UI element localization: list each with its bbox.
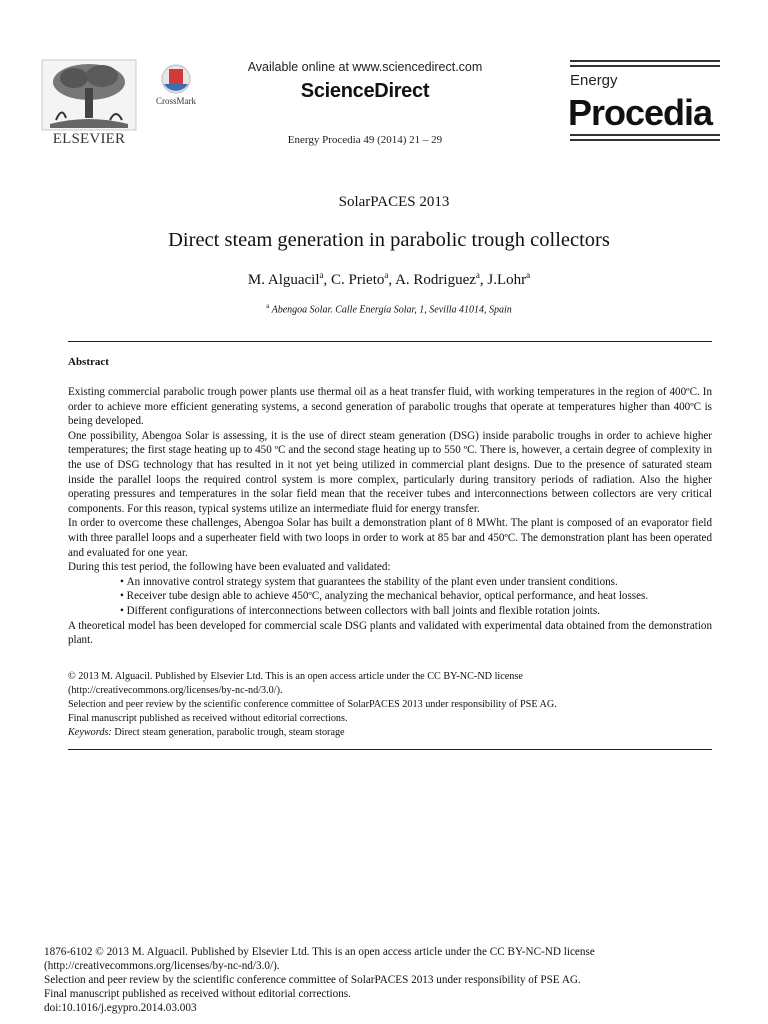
validation-list xyxy=(68,575,712,619)
affiliation xyxy=(0,302,768,315)
list-item: • An innovative control strategy system that guarantees the stability of the plant even under transient conditions. xyxy=(120,575,712,590)
peer-review-line: Selection and peer review by the scientific conference committee of SolarPACES 2013 under responsibility of PSE AG. xyxy=(68,699,557,710)
author-name: A. Rodriguez xyxy=(395,272,476,288)
abstract-paragraph: Existing commercial parabolic trough power plants use thermal oil as a heat transfer fluid, with working temperatures in the region of 400ºC. In order to achieve more efficient generating systems, a second generation of parabolic troughs that operate at temperatures higher than 400ºC is being developed. xyxy=(68,386,712,428)
abstract-paragraph: One possibility, Abengoa Solar is assessing, it is the use of direct steam generation (DSG) inside parabolic troughs in order to achieve higher temperatures; the first stage heating up to 450 ºC and the second stage heating up to 550 ºC. There is, however, a certain degree of complexity in the use of DSG technology that has resulted in it not yet being utilized in commercial plant designs. Due to the presence of saturated steam inside the parallel loops the required control system is more complex, particularly during transitory periods of radiation. Also the higher operating pressures and temperatures in the solar field mean that the receiver tubes and interconnections between collectors are very critical components. For this reason, typical systems utilize an intermediate fluid for energy transfer. xyxy=(68,429,712,515)
author-name: C. Prieto xyxy=(331,272,385,288)
footer-manuscript-note: Final manuscript published as received without editorial corrections. xyxy=(44,988,351,1000)
affiliation-mark: a xyxy=(266,302,270,310)
journal-logo-top-rules xyxy=(570,60,720,70)
crossmark-label: CrossMark xyxy=(156,96,196,106)
author-separator: , xyxy=(388,272,396,288)
doi-link[interactable]: doi:10.1016/j.egypro.2014.03.003 xyxy=(44,1002,197,1014)
author-affiliation-mark: a xyxy=(526,270,531,280)
author-name: M. Alguacil xyxy=(247,272,320,288)
author-separator: , xyxy=(479,272,488,288)
author-affiliation-mark: a xyxy=(319,270,324,280)
license-block xyxy=(68,670,712,740)
keywords-text: Direct steam generation, parabolic trough, steam storage xyxy=(111,727,345,738)
journal-citation: Energy Procedia 49 (2014) 21 – 29 xyxy=(287,134,443,146)
author-affiliation-mark: a xyxy=(384,270,389,280)
abstract-paragraph: During this test period, the following have been evaluated and validated: xyxy=(68,561,391,574)
abstract-top-rule xyxy=(68,341,712,342)
abstract-body xyxy=(68,385,712,648)
footer-copyright: 1876-6102 © 2013 M. Alguacil. Published by Elsevier Ltd. This is an open access article under the CC BY-NC-ND license xyxy=(44,946,595,958)
author-affiliation-mark: a xyxy=(475,270,480,280)
conference-name: SolarPACES 2013 xyxy=(338,194,450,210)
available-online-text[interactable]: Available online at www.sciencedirect.com xyxy=(247,60,483,74)
list-item: • Different configurations of interconnections between collectors with ball joints and flexible rotation joints. xyxy=(120,604,712,619)
footer-license-link[interactable]: (http://creativecommons.org/licenses/by-nc-nd/3.0/). xyxy=(44,960,280,972)
manuscript-note: Final manuscript published as received without editorial corrections. xyxy=(68,713,348,724)
publisher-name: ELSEVIER xyxy=(52,131,126,147)
list-item: • Receiver tube design able to achieve 450ºC, analyzing the mechanical behavior, optical performance, and heat losses. xyxy=(120,589,712,604)
sciencedirect-logo: ScienceDirect xyxy=(300,80,430,102)
abstract-paragraph: In order to overcome these challenges, Abengoa Solar has built a demonstration plant of 8 MWht. The plant is composed of an evaporator field with three parallel loops and a superheater field with two loops in order to work at 85 bar and 450ºC. The demonstration plant has been operated and evaluated for one year. xyxy=(68,517,712,559)
copyright-line: © 2013 M. Alguacil. Published by Elsevier Ltd. This is an open access article under the CC BY-NC-ND license xyxy=(68,671,523,682)
author-separator: , xyxy=(323,272,332,288)
paper-title: Direct steam generation in parabolic trough collectors xyxy=(168,229,610,251)
author-list xyxy=(0,270,768,289)
journal-logo-procedia: Procedia xyxy=(568,92,713,133)
abstract-paragraph: A theoretical model has been developed for commercial scale DSG plants and validated with experimental data obtained from the demonstration plant. xyxy=(68,619,712,647)
abstract-heading: Abstract xyxy=(68,356,109,368)
author-name: J.Lohr xyxy=(487,272,527,288)
keywords-label: Keywords: xyxy=(68,727,112,738)
page-footer xyxy=(44,945,734,1015)
journal-logo-bottom-rules xyxy=(570,134,720,144)
affiliation-text: Abengoa Solar. Calle Energía Solar, 1, Sevilla 41014, Spain xyxy=(269,304,512,316)
abstract-bottom-rule xyxy=(68,749,712,750)
keywords-line xyxy=(68,726,712,740)
license-link[interactable]: (http://creativecommons.org/licenses/by-nc-nd/3.0/). xyxy=(68,685,283,696)
footer-peer-review: Selection and peer review by the scientific conference committee of SolarPACES 2013 under responsibility of PSE AG. xyxy=(44,974,581,986)
journal-logo-energy: Energy xyxy=(570,72,618,89)
